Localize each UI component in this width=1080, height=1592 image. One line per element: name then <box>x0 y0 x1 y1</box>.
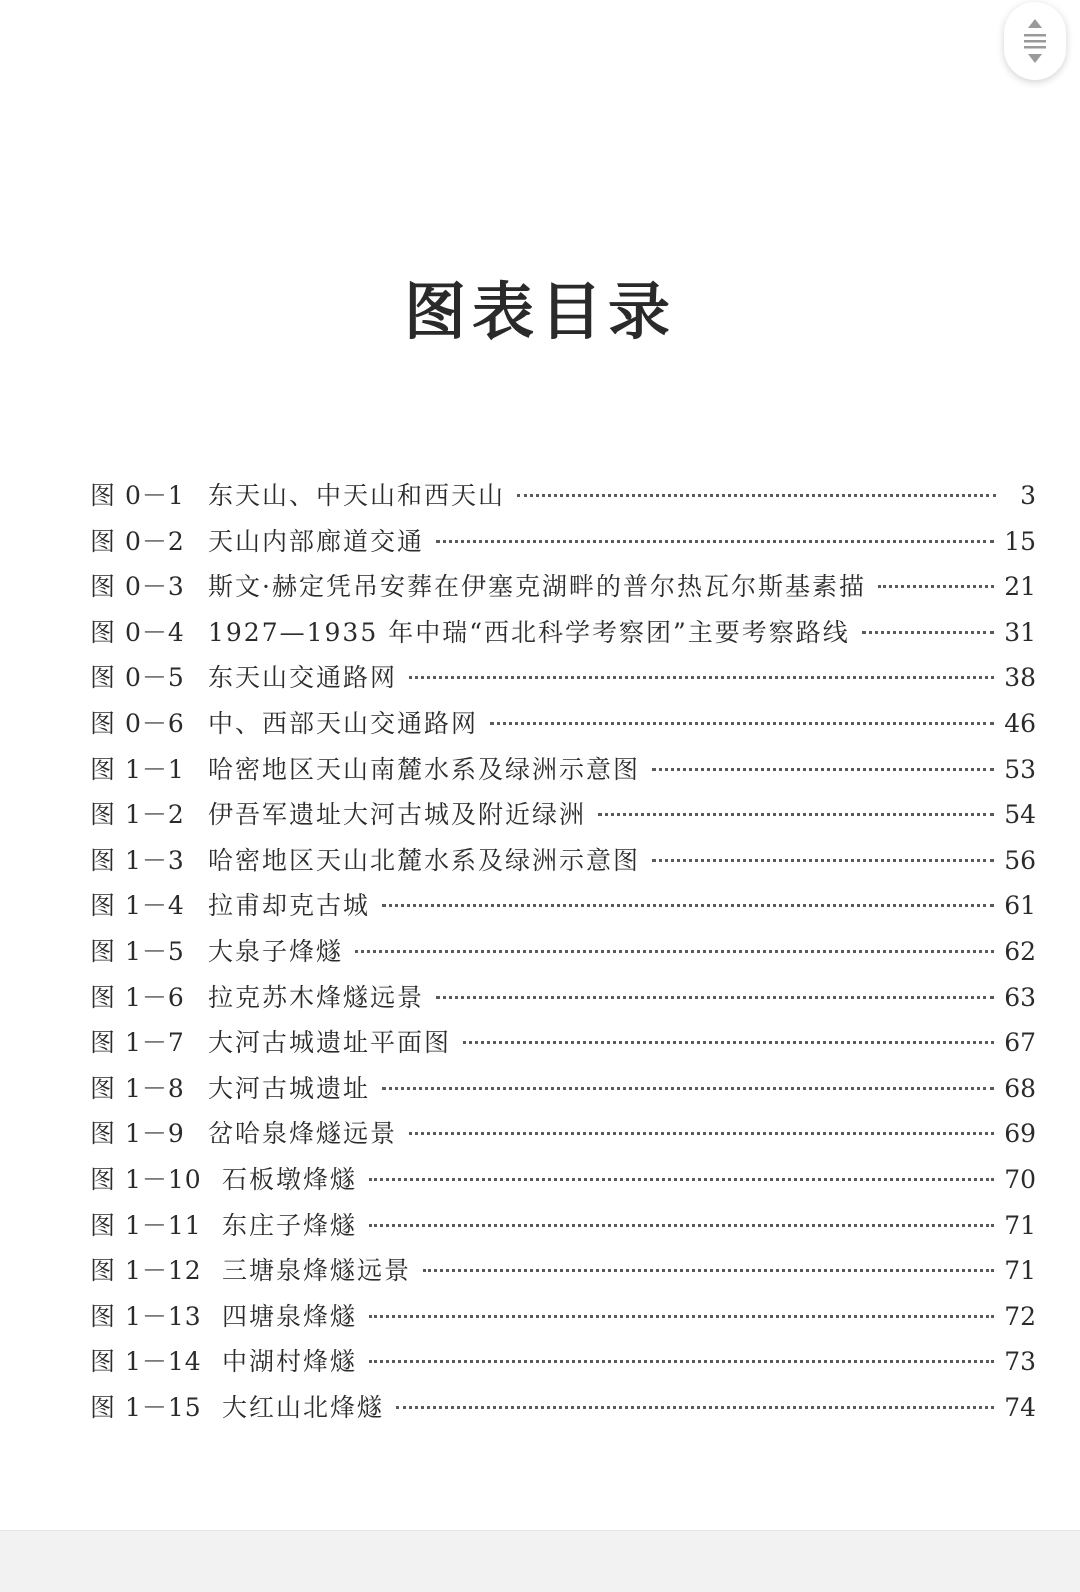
figure-title: 石板墩烽燧 <box>222 1164 358 1194</box>
leader-dots <box>382 1087 994 1090</box>
toc-entry[interactable] <box>90 1160 1036 1206</box>
toc-entry[interactable] <box>90 522 1036 568</box>
figure-title: 岔哈泉烽燧远景 <box>208 1119 398 1149</box>
page-number: 73 <box>1004 1347 1036 1377</box>
figure-title: 中湖村烽燧 <box>222 1347 358 1377</box>
figure-number: 图 1－8 <box>90 1073 185 1103</box>
figure-number: 图 0－5 <box>90 663 185 693</box>
figure-number: 图 1－2 <box>90 800 185 830</box>
toc-entry[interactable] <box>90 1023 1036 1069</box>
toc-entry[interactable] <box>90 1069 1036 1115</box>
page-number: 56 <box>1004 845 1036 875</box>
figure-title: 伊吾军遗址大河古城及附近绿洲 <box>208 800 587 830</box>
leader-dots <box>598 813 994 816</box>
leader-dots <box>436 540 994 543</box>
leader-dots <box>878 585 994 588</box>
toc-entry[interactable] <box>90 476 1036 522</box>
leader-dots <box>369 1360 994 1363</box>
toc-entry[interactable] <box>90 750 1036 796</box>
page-number: 61 <box>1004 891 1036 921</box>
page-number: 63 <box>1004 982 1036 1012</box>
leader-dots <box>490 722 994 725</box>
toc-entry[interactable] <box>90 567 1036 613</box>
figure-number: 图 1－10 <box>90 1164 202 1194</box>
figure-number: 图 1－14 <box>90 1347 202 1377</box>
leader-dots <box>517 494 996 497</box>
figure-number: 图 1－4 <box>90 891 185 921</box>
figure-title: 大泉子烽燧 <box>208 936 344 966</box>
page-number: 72 <box>1004 1301 1036 1331</box>
figure-number: 图 1－3 <box>90 845 185 875</box>
figure-title: 大河古城遗址 <box>208 1073 371 1103</box>
page-number: 71 <box>1004 1256 1036 1286</box>
figure-number: 图 0－6 <box>90 708 185 738</box>
figure-number: 图 1－11 <box>90 1210 202 1240</box>
toc-entry[interactable] <box>90 886 1036 932</box>
figure-title: 东天山、中天山和西天山 <box>208 481 506 510</box>
page-number: 3 <box>1020 481 1036 510</box>
figure-number: 图 0－1 <box>90 481 185 510</box>
figure-title: 斯文·赫定凭吊安葬在伊塞克湖畔的普尔热瓦尔斯基素描 <box>208 572 866 602</box>
figure-title: 东庄子烽燧 <box>222 1210 358 1240</box>
leader-dots <box>369 1178 994 1181</box>
figure-number: 图 1－15 <box>90 1392 202 1422</box>
page-title: 图表目录 <box>403 275 676 348</box>
figure-title: 大红山北烽燧 <box>222 1392 385 1422</box>
page-number: 69 <box>1004 1119 1036 1149</box>
toc-entry[interactable] <box>90 932 1036 978</box>
leader-dots <box>409 676 994 679</box>
figure-title: 天山内部廊道交通 <box>208 526 425 556</box>
toc-entry[interactable] <box>90 1297 1036 1343</box>
toc-entry[interactable] <box>90 1388 1036 1434</box>
figure-title: 哈密地区天山南麓水系及绿洲示意图 <box>208 754 641 784</box>
leader-dots <box>369 1224 994 1227</box>
leader-dots <box>423 1269 994 1272</box>
page-number: 21 <box>1004 572 1036 602</box>
figure-number: 图 0－3 <box>90 572 185 602</box>
leader-dots <box>652 859 994 862</box>
page-number: 67 <box>1004 1028 1036 1058</box>
figure-number: 图 1－9 <box>90 1119 185 1149</box>
toc-entry[interactable] <box>90 1251 1036 1297</box>
scroll-handle-icon <box>1021 17 1049 65</box>
toc-entry[interactable] <box>90 978 1036 1024</box>
leader-dots <box>436 996 994 999</box>
toc-entry[interactable] <box>90 658 1036 704</box>
figure-title: 中、西部天山交通路网 <box>208 708 479 738</box>
page-number: 46 <box>1004 708 1036 738</box>
figure-title: 四塘泉烽燧 <box>222 1301 358 1331</box>
leader-dots <box>862 631 994 634</box>
figure-number: 图 1－13 <box>90 1301 202 1331</box>
page-number: 70 <box>1004 1164 1036 1194</box>
figure-title: 大河古城遗址平面图 <box>208 1028 452 1058</box>
page-number: 68 <box>1004 1073 1036 1103</box>
figure-number: 图 1－5 <box>90 936 185 966</box>
toc-entry[interactable] <box>90 841 1036 887</box>
toc-entry[interactable] <box>90 1114 1036 1160</box>
leader-dots <box>463 1041 994 1044</box>
figure-title: 东天山交通路网 <box>208 663 398 693</box>
figure-number: 图 1－6 <box>90 982 185 1012</box>
leader-dots <box>382 904 994 907</box>
page-bottom-divider <box>0 1530 1080 1592</box>
page-number: 71 <box>1004 1210 1036 1240</box>
table-of-contents <box>90 476 1036 1433</box>
leader-dots <box>396 1406 994 1409</box>
figure-title: 拉甫却克古城 <box>208 891 371 921</box>
page-number: 54 <box>1004 800 1036 830</box>
toc-entry[interactable] <box>90 1206 1036 1252</box>
page-number: 38 <box>1004 663 1036 693</box>
figure-title: 哈密地区天山北麓水系及绿洲示意图 <box>208 845 641 875</box>
figure-number: 图 1－1 <box>90 754 185 784</box>
scroll-handle[interactable] <box>1004 2 1066 80</box>
leader-dots <box>369 1315 994 1318</box>
page-number: 74 <box>1004 1392 1036 1422</box>
figure-number: 图 1－12 <box>90 1256 202 1286</box>
page-number: 15 <box>1004 526 1036 556</box>
page-number: 53 <box>1004 754 1036 784</box>
leader-dots <box>355 950 994 953</box>
leader-dots <box>409 1132 994 1135</box>
page-number: 62 <box>1004 936 1036 966</box>
figure-title: 拉克苏木烽燧远景 <box>208 982 425 1012</box>
figure-number: 图 0－4 <box>90 617 185 647</box>
toc-entry[interactable] <box>90 613 1036 659</box>
leader-dots <box>652 768 994 771</box>
toc-entry[interactable] <box>90 704 1036 750</box>
figure-title: 1927—1935 年中瑞“西北科学考察团”主要考察路线 <box>208 617 850 647</box>
figure-number: 图 0－2 <box>90 526 185 556</box>
toc-entry[interactable] <box>90 1342 1036 1388</box>
page-number: 31 <box>1004 617 1036 647</box>
figure-title: 三塘泉烽燧远景 <box>222 1256 412 1286</box>
toc-entry[interactable] <box>90 795 1036 841</box>
figure-number: 图 1－7 <box>90 1028 185 1058</box>
